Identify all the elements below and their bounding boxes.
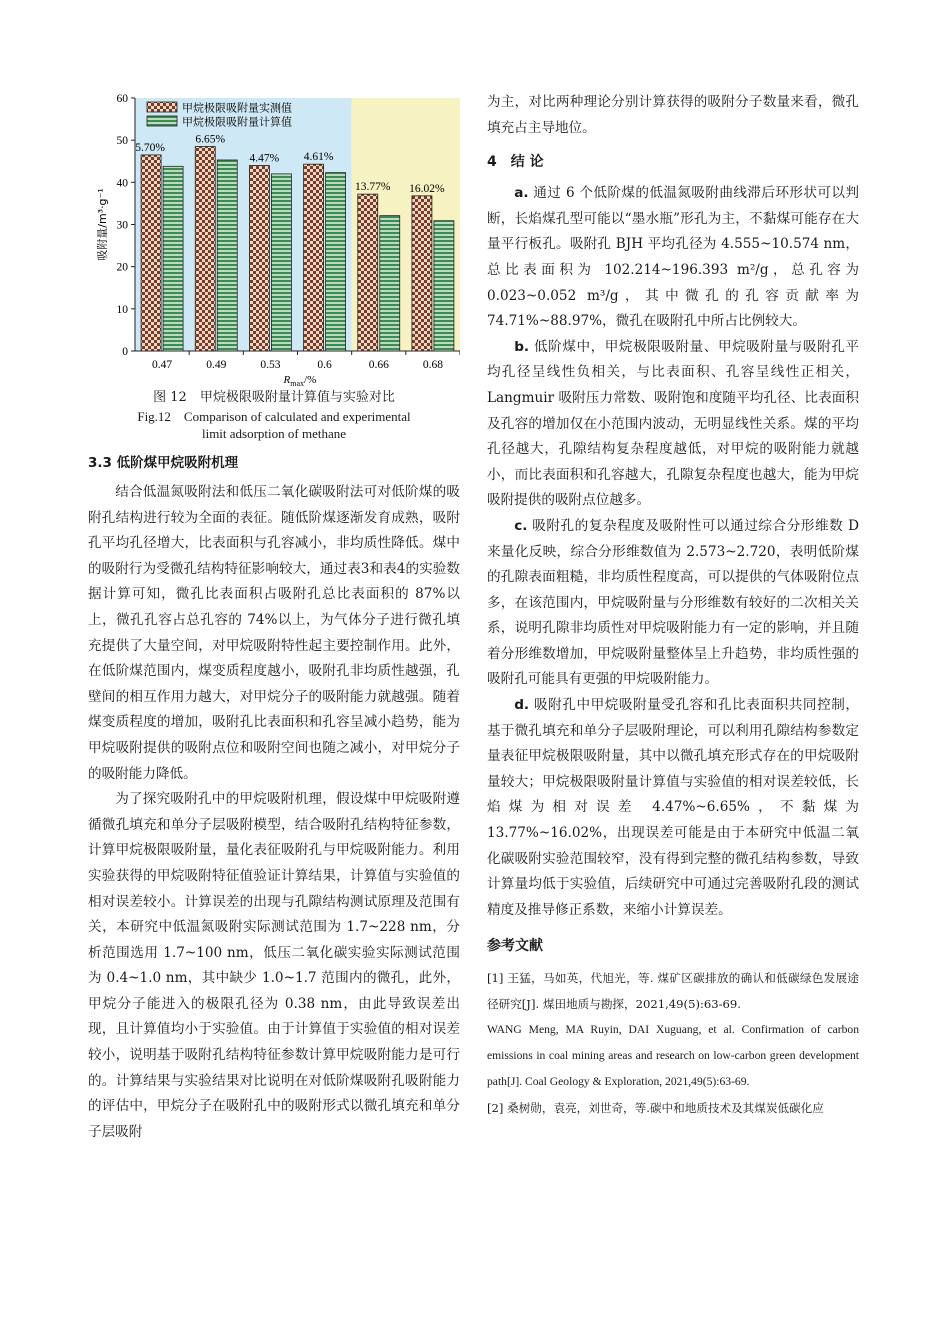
- y-tick-label: 40: [116, 177, 128, 190]
- item-text: 吸附孔中甲烷吸附量受孔容和孔比表面积共同控制，基于微孔填充和单分子层吸附理论，可以利用孔隙结构参数定量表征甲烷极限吸附量，其中以微孔填充形式存在的甲烷吸附量较大；甲烷极限吸附量计算值与实验值的相对误差较低，长焰煤为相对误差 4.47%~6.65%，不黏煤为 13.77%~16.02%，出现误差可能是由于本研究中低温二氧化碳吸附实验范围较窄，没有得到完整的微孔结构参数，导致计算量均低于实验值，后续研究中可通过完善吸附孔段的测试精度及推导修正系数，来缩小计算误差。: [487, 697, 859, 918]
- x-tick-label: 0.66: [368, 359, 389, 371]
- legend-label: 甲烷极限吸附量实测值: [182, 101, 292, 115]
- conclusion-d: [487, 693, 859, 923]
- paragraph: 结合低温氮吸附法和低压二氧化碳吸附法可对低阶煤的吸附孔结构进行较为全面的表征。随低阶煤逐渐发育成熟，吸附孔平均孔径增大，比表面积与孔容减小，非均质性降低。煤中的吸附行为受微孔结构特征影响较大，通过表3和表4的实验数据计算可知，微孔比表面积占吸附孔总比表面积的 87%以上，微孔孔容占总孔容的 74%以上，为气体分子进行微孔填充提供了大量空间，对甲烷吸附特性起主要控制作用。此外，在低阶煤范围内，煤变质程度越小，吸附孔非均质性越强，孔壁间的相互作用力越大，对甲烷分子的吸附能力就越强。随着煤变质程度的增加，吸附孔比表面积和孔容呈减小趋势，能为甲烷吸附提供的吸附点位和吸附空间也随之减小，对甲烷分子的吸附能力降低。: [88, 484, 460, 782]
- conclusion-b: [487, 335, 859, 514]
- bar-calculated: [326, 173, 346, 351]
- item-label: c.: [514, 517, 528, 534]
- x-tick-label: 0.53: [260, 359, 281, 371]
- paragraph: 为了探究吸附孔中的甲烷吸附机理，假设煤中甲烷吸附遵循微孔填充和单分子层吸附模型，结合吸附孔结构特征参数，计算甲烷极限吸附量，量化表征吸附孔与甲烷吸附能力。利用实验获得的甲烷吸附特征值验证计算结果，计算值与实验值的相对误差较小。计算误差的出现与孔隙结构测试原理及范围有关，本研究中低温氮吸附实际测试范围为 1.7~228 nm，分析范围选用 1.7~100 nm，低压二氧化碳实验实际测试范围为 0.4~1.0 nm，其中缺少 1.0~1.7 范围内的微孔，此外，甲烷分子能进入的极限孔径为 0.38 nm，由此导致误差出现，且计算值均小于实验值。由于计算值于实验值的相对误差较小，说明基于吸附孔结构特征参数计算甲烷吸附能力是可行的。计算结果与实验结果对比说明在对低阶煤吸附孔吸附能力的评估中，甲烷分子在吸附孔中的吸附形式以微孔填充和单分子层吸附: [88, 791, 460, 1140]
- item-text: 低阶煤中，甲烷极限吸附量、甲烷吸附量与吸附孔平均孔径呈线性负相关，与比表面积、孔容呈线性正相关，Langmuir 吸附压力常数、吸附饱和度随平均孔径、比表面积及孔容的增加仅在小范围内波动，无明显线性关系。煤的平均孔径越大，孔隙结构复杂程度越低，对甲烷的吸附能力就越小，而比表面积和孔容越大，孔隙复杂程度也越大，能为甲烷吸附提供的吸附点位越多。: [487, 338, 859, 509]
- item-label: d.: [514, 697, 530, 714]
- left-column-text: [88, 480, 460, 1145]
- reference-1-cn: [1] 王猛，马如英，代旭光，等. 煤矿区碳排放的确认和低碳绿色发展途径研究[J]. 煤田地质与勘探，2021,49(5):63-69.: [487, 971, 859, 1012]
- x-tick-label: 0.6: [317, 359, 332, 371]
- bar-measured: [358, 194, 378, 351]
- x-tick-label: 0.68: [422, 359, 443, 371]
- y-tick-label: 60: [116, 93, 128, 105]
- y-tick-label: 10: [116, 303, 128, 316]
- legend-swatch: [147, 102, 177, 112]
- figure-caption-en-2: limit adsorption of methane: [201, 426, 347, 441]
- bar-measured: [141, 155, 161, 351]
- bar-calculated: [380, 216, 400, 351]
- bar-calculated: [163, 166, 183, 351]
- y-tick-label: 30: [116, 219, 128, 232]
- item-label: b.: [514, 338, 530, 355]
- item-label: a.: [514, 185, 529, 202]
- bar-measured: [304, 164, 324, 351]
- bar-measured: [195, 146, 215, 351]
- paragraph: 为主，对比两种理论分别计算获得的吸附分子数量来看，微孔填充占主导地位。: [487, 94, 859, 136]
- x-tick-label: 0.49: [206, 359, 227, 371]
- item-text: 吸附孔的复杂程度及吸附性可以通过综合分形维数 D 来量化反映，综合分形维数值为 2.573~2.720，表明低阶煤的孔隙表面粗糙，非均质性程度高，可以提供的气体吸附位点多，在该范围内，甲烷吸附量与分形维数有较好的二次相关关系，说明孔隙非均质性对甲烷吸附能力有一定的影响，并且随着分形维数增加，甲烷吸附量整体呈上升趋势，非均质性强的吸附孔可能具有更强的甲烷吸附能力。: [487, 517, 859, 688]
- figure-caption-en-1: Fig.12 Comparison of calculated and experimental: [137, 409, 411, 424]
- chart-background: [135, 98, 460, 351]
- bar-calculated: [434, 221, 454, 351]
- x-axis-label-sub: max: [290, 379, 305, 388]
- legend-swatch: [147, 116, 177, 126]
- conclusion-c: [487, 514, 859, 693]
- conclusion-a: [487, 181, 859, 335]
- section-heading-3-3: 3.3 低阶煤甲烷吸附机理: [88, 455, 239, 471]
- data-label: 6.65%: [195, 133, 226, 146]
- y-tick-label: 50: [116, 135, 128, 148]
- references-heading: 参考文献: [487, 938, 543, 955]
- bar-measured: [412, 196, 432, 351]
- y-tick-label: 0: [122, 346, 128, 358]
- bar-chart: [88, 88, 460, 388]
- reference-1-en: WANG Meng, MA Ruyin, DAI Xuguang, et al. Confirmation of carbon emissions in coal mining areas and research on low-carbon green development path[J]. Coal Geology & Exploration, 2021,49(5):63-69.: [487, 1023, 859, 1089]
- bar-calculated: [271, 174, 291, 351]
- bar-measured: [249, 165, 269, 351]
- reference-2-cn: [2] 桑树勋，袁亮，刘世奇，等.碳中和地质技术及其煤炭低碳化应: [487, 1101, 824, 1116]
- item-text: 通过 6 个低阶煤的低温氮吸附曲线滞后环形状可以判断，长焰煤孔型可能以“墨水瓶”形孔为主，不黏煤可能存在大量平行板孔。吸附孔 BJH 平均孔径为 4.555~10.574 nm，总比表面积为 102.214~196.393 m²/g，总孔容为 0.023~0.052 m³/g，其中微孔的孔容贡献率为 74.71%~88.97%，微孔在吸附孔中所占比例较大。: [487, 185, 859, 330]
- section-heading-4: 4 结 论: [487, 154, 544, 171]
- legend-label: 甲烷极限吸附量计算值: [182, 115, 292, 129]
- data-label: 13.77%: [355, 181, 391, 194]
- figure-12-chart: [88, 88, 460, 388]
- x-tick-label: 0.47: [152, 359, 173, 371]
- figure-caption-cn: 图 12 甲烷极限吸附量计算值与实验对比: [153, 390, 395, 405]
- bar-calculated: [217, 160, 237, 351]
- data-label: 5.70%: [135, 141, 165, 154]
- y-tick-label: 20: [116, 261, 128, 274]
- x-axis-label: $R_{max}/\%$: [283, 374, 317, 388]
- x-axis-label-unit: /%: [304, 374, 317, 386]
- data-label: 4.47%: [249, 152, 280, 165]
- data-label: 4.61%: [303, 151, 334, 164]
- data-label: 16.02%: [409, 182, 445, 195]
- y-axis-label: 吸附量/m³·g⁻¹: [96, 188, 109, 261]
- right-column-text: [487, 90, 859, 1121]
